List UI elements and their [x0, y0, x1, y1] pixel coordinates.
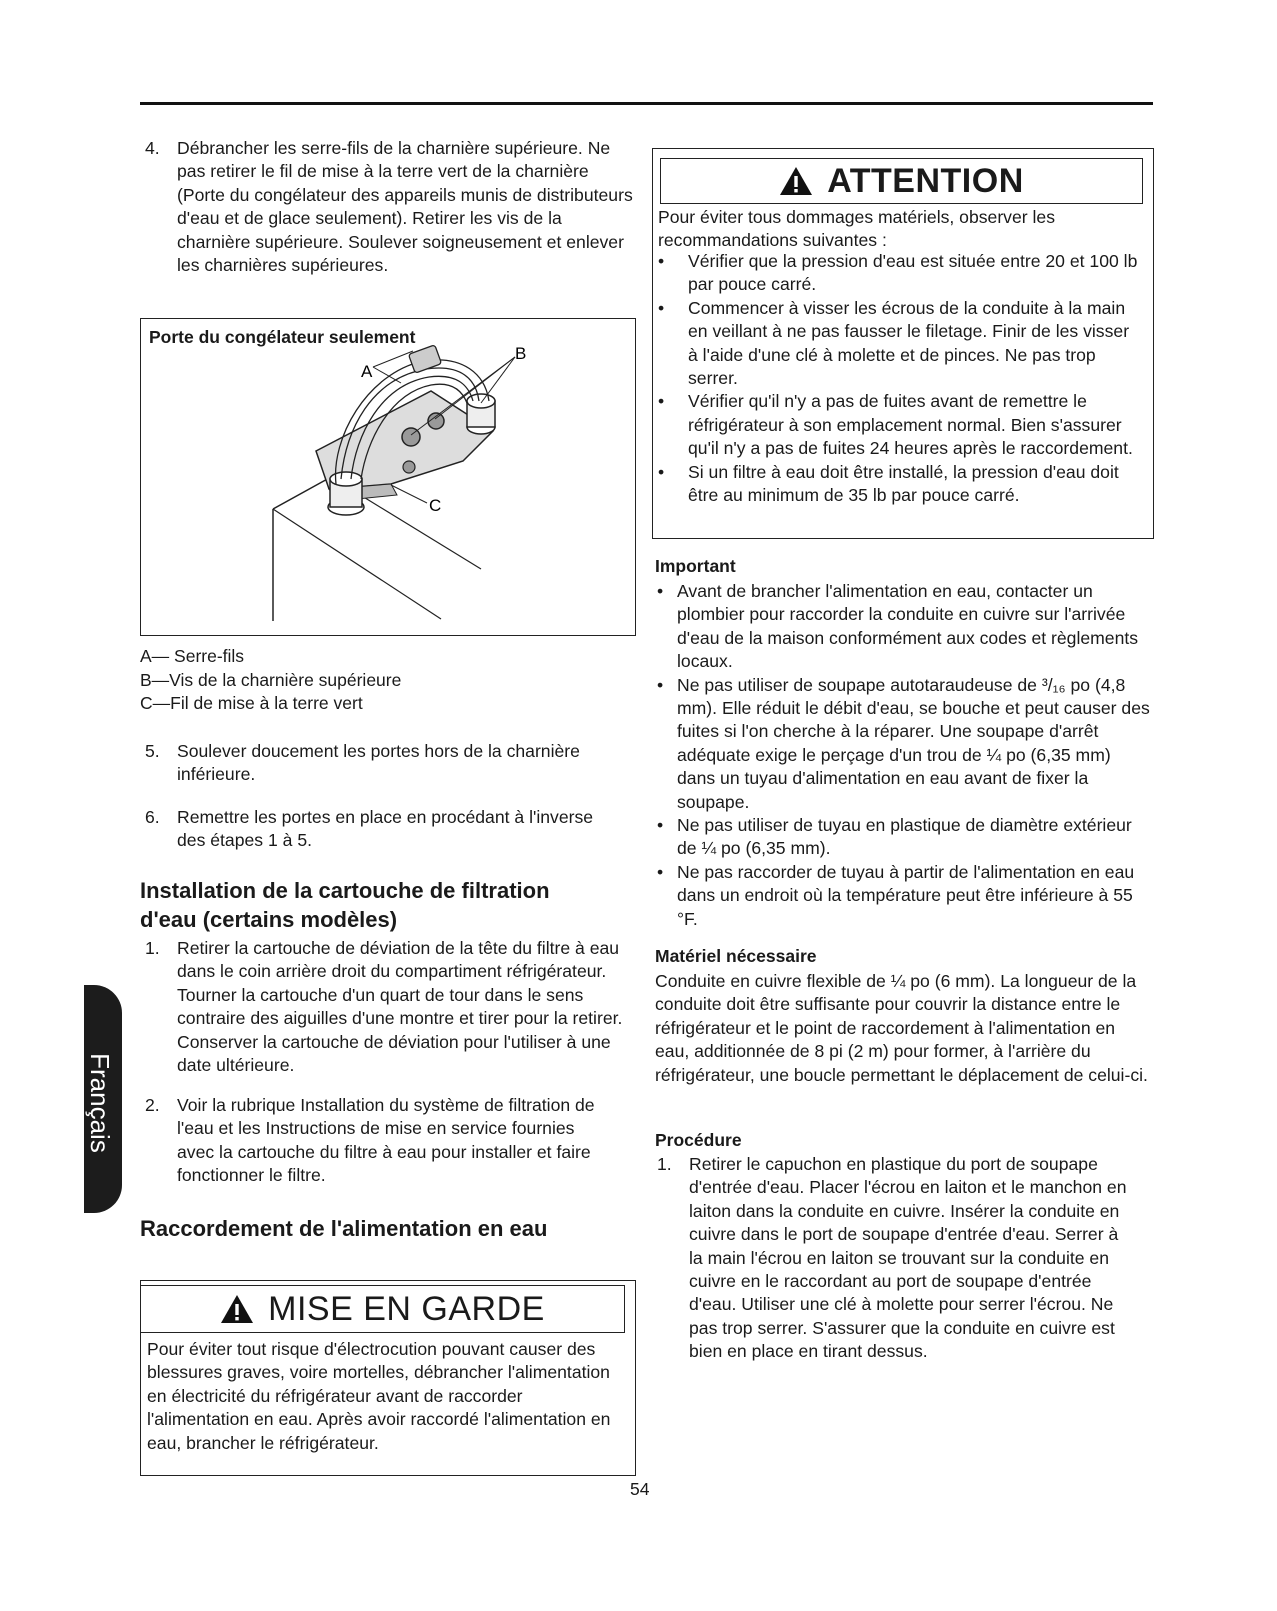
step-text: Soulever doucement les portes hors de la charnière inférieure. — [177, 741, 580, 785]
step-text: Remettre les portes en place en procédant à l'inverse des étapes 1 à 5. — [177, 807, 594, 851]
heading-filter-installation: Installation de la cartouche de filtration d'eau (certains modèles) — [140, 878, 550, 932]
step-text: Débrancher les serre-fils de la charnière supérieure. Ne pas retirer le fil de mise à la terre vert de la charnière (Porte du congélateur des appareils munis de distributeurs d'eau et de glace seulement). Retirer les vis de la charnière supérieure. Soulever soigneusement et enlever les charnières supérieures. — [177, 138, 633, 276]
warning-triangle-icon — [779, 166, 813, 196]
step-number: 1. — [657, 1154, 672, 1174]
important-item: • Ne pas utiliser de tuyau en plastique de diamètre extérieur de ¼ po (6,35 mm). — [655, 814, 1153, 861]
filter-step-2 — [145, 1094, 615, 1190]
step-number: 2. — [145, 1095, 160, 1115]
attention-intro: Pour éviter tous dommages matériels, observer les recommandations suivantes : — [658, 207, 1056, 251]
procedure-heading: Procédure — [655, 1130, 742, 1150]
step-number: 6. — [145, 807, 160, 827]
hinge-figure — [140, 318, 636, 636]
materiel-heading: Matériel nécessaire — [655, 946, 817, 966]
step-text: Retirer le capuchon en plastique du port de soupape d'entrée d'eau. Placer l'écrou en laiton et le manchon en laiton dans la conduite en cuivre. Insérer la conduite en cuivre dans le port de soupape d'entrée d'eau. Serrer à la main l'écrou en laiton se trouvant sur la conduite en cuivre en le raccordant au port de soupape d'entrée d'eau. Utiliser une clé à molette pour serrer l'écrou. Ne pas trop serrer. S'assurer que la conduite en cuivre est bien en place en tirant dessus. — [689, 1154, 1127, 1362]
attention-item: • Vérifier que la pression d'eau est située entre 20 et 100 lb par pouce carré. — [652, 250, 1142, 297]
page-number: 54 — [630, 1479, 650, 1499]
label-c: C — [429, 496, 442, 515]
attention-item: • Vérifier qu'il n'y a pas de fuites avant de remettre le réfrigérateur à son emplacement normal. Bien s'assurer qu'il n'y a pas de fuites 24 heures après le raccordement. — [652, 390, 1142, 460]
important-item: • Ne pas raccorder de tuyau à partir de l'alimentation en eau dans un endroit où la température peut être inférieure à 55 °F. — [655, 861, 1153, 931]
procedure-step-1 — [657, 1153, 1127, 1393]
attention-banner — [660, 158, 1143, 204]
attention-item: • Commencer à visser les écrous de la conduite à la main en veillant à ne pas fausser le filetage. Finir de les visser à l'aide d'une clé à molette et de pinces. Ne pas trop serrer. — [652, 297, 1142, 391]
step-text: Retirer la cartouche de déviation de la tête du filtre à eau dans le coin arrière droit du compartiment réfrigérateur. Tourner la cartouche d'un quart de tour dans le sens contraire des aiguilles d'une montre et tirer pour la retirer. Conserver la cartouche de déviation pour l'utiliser à une date ultérieure. — [177, 938, 623, 1076]
legend-item-c: C—Fil de mise à la terre vert — [140, 693, 363, 713]
important-heading: Important — [655, 556, 736, 576]
attention-item: • Si un filtre à eau doit être installé, la pression d'eau doit être au minimum de 35 lb par pouce carré. — [652, 461, 1142, 508]
figure-legend — [140, 645, 630, 716]
header-rule — [140, 102, 1153, 105]
step-number: 5. — [145, 741, 160, 761]
step-6 — [145, 806, 615, 854]
legend-item-a: A— Serre-fils — [140, 646, 245, 666]
step-number: 1. — [145, 938, 160, 958]
important-item: • Avant de brancher l'alimentation en eau, contacter un plombier pour raccorder la conduite en cuivre sur l'arrivée d'eau de la maison conformément aux codes et règlements locaux. — [655, 580, 1153, 674]
filter-step-1 — [145, 937, 635, 1079]
step-number: 4. — [145, 138, 160, 158]
attention-list — [652, 250, 1142, 507]
attention-title: ATTENTION — [827, 161, 1024, 200]
warning-text: Pour éviter tout risque d'électrocution pouvant causer des blessures graves, voire mortelles, débrancher l'alimentation en électricité du réfrigérateur avant de raccorder l'alimentation en eau. Après avoir raccordé l'alimentation en eau, brancher le réfrigérateur. — [147, 1339, 611, 1453]
language-tab-label: Français — [85, 1053, 115, 1153]
figure-title: Porte du congélateur seulement — [149, 327, 416, 347]
important-list — [655, 580, 1153, 931]
heading-water-connection: Raccordement de l'alimentation en eau — [140, 1216, 548, 1241]
warning-title: MISE EN GARDE — [268, 1289, 545, 1328]
materiel-text: Conduite en cuivre flexible de ¼ po (6 mm). La longueur de la conduite doit être suffisante pour couvrir la distance entre le réfrigérateur et le point de raccordement à l'alimentation en eau, additionnée de 8 pi (2 m) pour former, à l'arrière du réfrigérateur, une boucle permettant le déplacement de celui-ci. — [655, 971, 1148, 1085]
step-5 — [145, 740, 635, 788]
step-4 — [145, 137, 635, 303]
legend-item-b: B—Vis de la charnière supérieure — [140, 669, 402, 690]
label-a: A — [361, 362, 373, 381]
step-text: Voir la rubrique Installation du système de filtration de l'eau et les Instructions de mise en service fournies avec la cartouche du filtre à eau pour installer et faire fonctionner le filtre. — [177, 1095, 595, 1186]
hinge-illustration — [141, 319, 637, 637]
language-tab — [84, 985, 122, 1213]
label-b: B — [515, 344, 527, 363]
important-item: • Ne pas utiliser de soupape autotaraudeuse de ³/₁₆ po (4,8 mm). Elle réduit le débit d'eau, se bouche et peut causer des fuites si l'on cherche à la réparer. Une soupape d'arrêt adéquate exige le perçage d'un trou de ¼ po (6,35 mm) dans un tuyau d'alimentation en eau avant de fixer la soupape. — [655, 674, 1153, 814]
